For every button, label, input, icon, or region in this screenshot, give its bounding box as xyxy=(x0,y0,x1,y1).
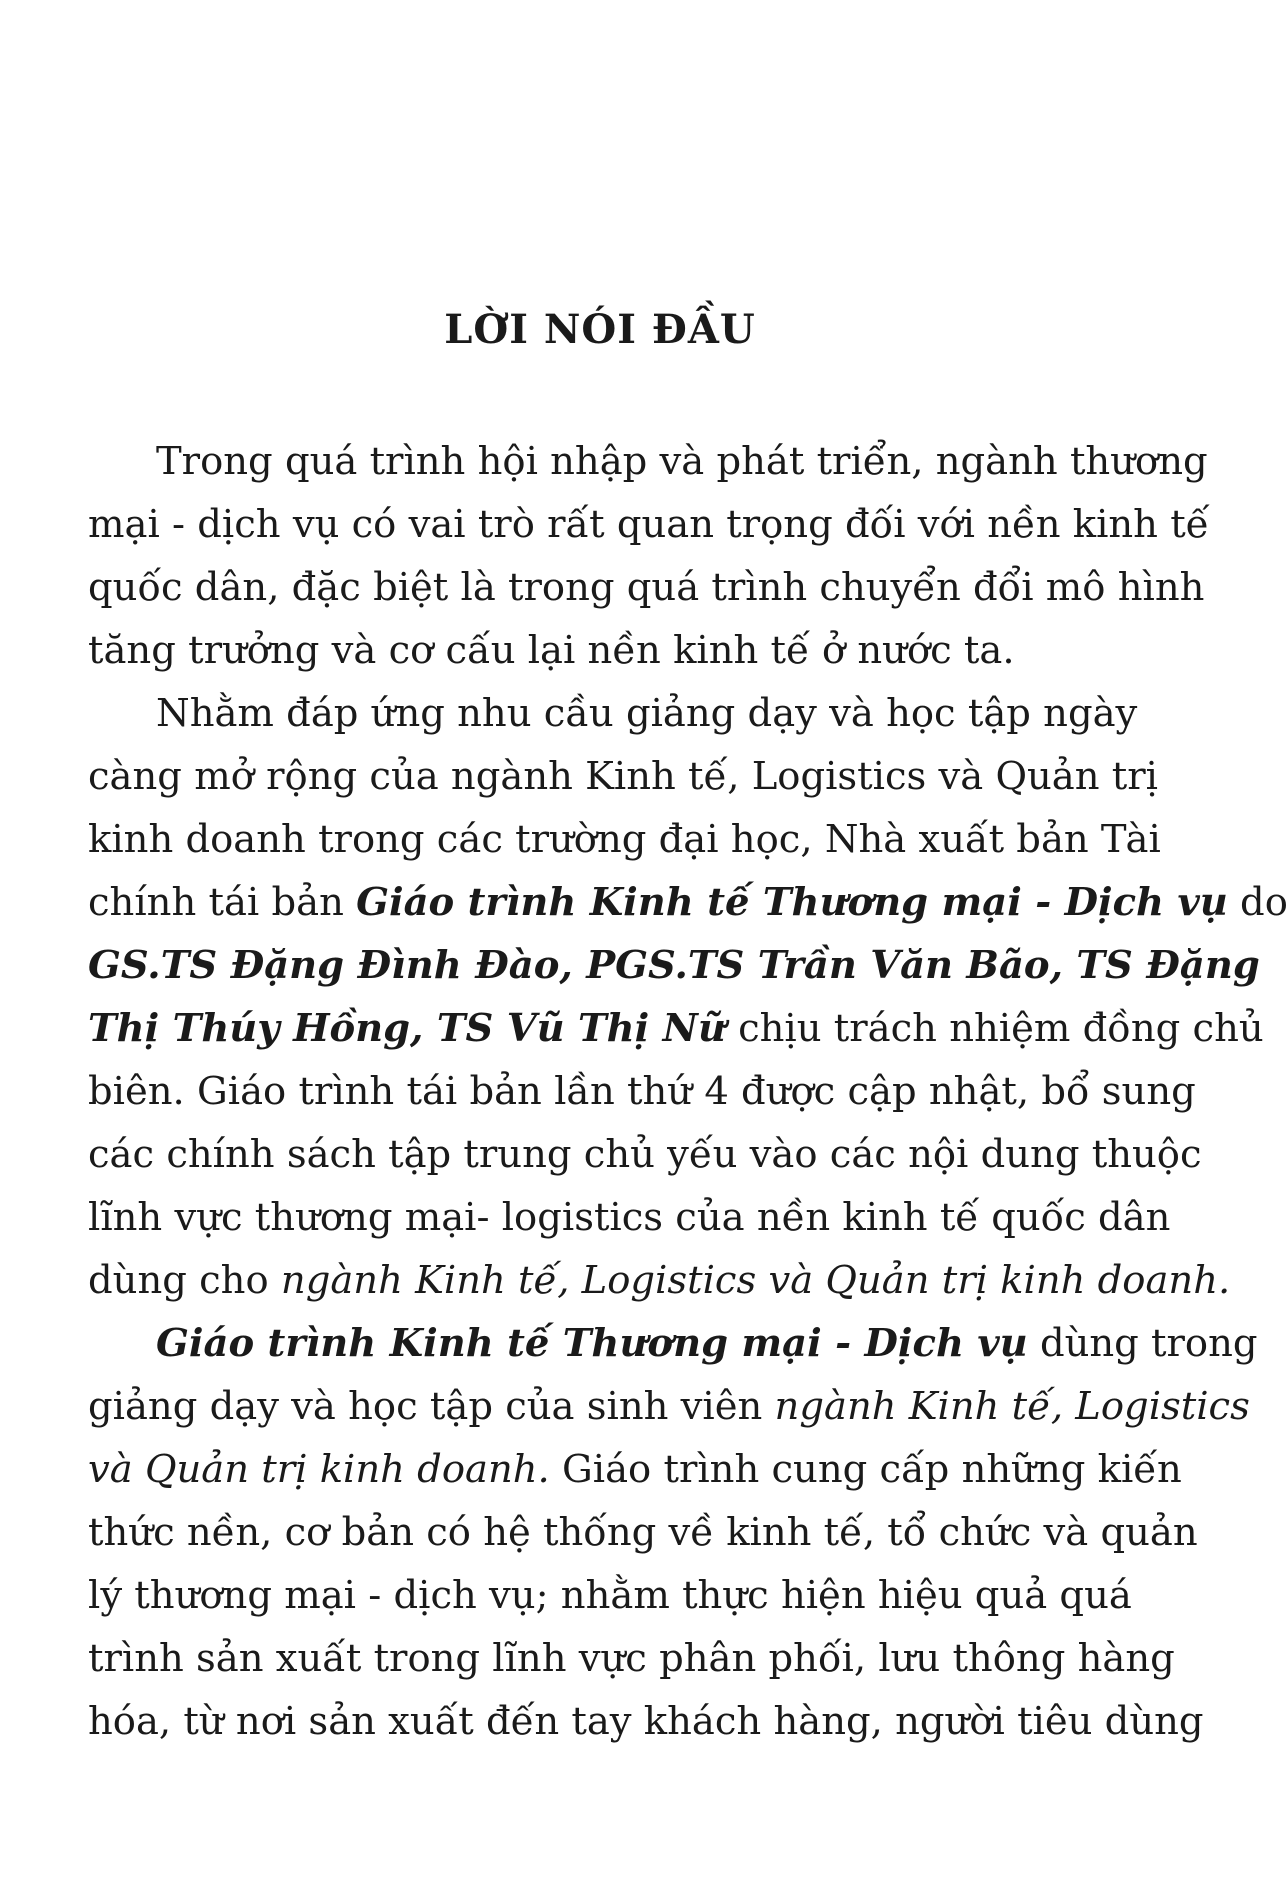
book-title: Giáo trình Kinh tế Thương mại - Dịch vụ xyxy=(156,1321,1028,1366)
text-line: lĩnh vực thương mại- logistics của nền kinh tế quốc dân xyxy=(88,1195,1171,1240)
text-line: giảng dạy và học tập của sinh viên ngành Kinh tế, Logistics xyxy=(88,1384,1250,1429)
text-line: quốc dân, đặc biệt là trong quá trình chuyển đổi mô hình xyxy=(88,565,1205,610)
authors-line: GS.TS Đặng Đình Đào, PGS.TS Trần Văn Bão, TS Đặng xyxy=(88,943,1260,988)
text-line: dùng cho ngành Kinh tế, Logistics và Quản trị kinh doanh. xyxy=(88,1258,1231,1303)
book-title: Giáo trình Kinh tế Thương mại - Dịch vụ xyxy=(356,880,1228,925)
text-line: các chính sách tập trung chủ yếu vào các nội dung thuộc xyxy=(88,1132,1202,1177)
text-line: thức nền, cơ bản có hệ thống về kinh tế, tổ chức và quản xyxy=(88,1510,1198,1555)
text-line: mại - dịch vụ có vai trò rất quan trọng đối với nền kinh tế xyxy=(88,502,1210,547)
text-line: trình sản xuất trong lĩnh vực phân phối, lưu thông hàng xyxy=(88,1636,1175,1681)
text-line: lý thương mại - dịch vụ; nhằm thực hiện hiệu quả quá xyxy=(88,1573,1132,1618)
text-line: Giáo trình Kinh tế Thương mại - Dịch vụ dùng trong xyxy=(156,1321,1258,1366)
major-name: và Quản trị kinh doanh. xyxy=(88,1447,550,1492)
text-line: Trong quá trình hội nhập và phát triển, ngành thương xyxy=(156,439,1208,484)
text-line: biên. Giáo trình tái bản lần thứ 4 được cập nhật, bổ sung xyxy=(88,1069,1196,1114)
page-title: LỜI NÓI ĐẦU xyxy=(444,306,756,353)
text-line: kinh doanh trong các trường đại học, Nhà xuất bản Tài xyxy=(88,817,1161,862)
authors-names: Thị Thúy Hồng, TS Vũ Thị Nữ xyxy=(88,1006,726,1051)
major-name: ngành Kinh tế, Logistics và Quản trị kinh doanh. xyxy=(280,1258,1231,1303)
text-line: chính tái bản Giáo trình Kinh tế Thương mại - Dịch vụ do xyxy=(88,880,1288,925)
text-line: càng mở rộng của ngành Kinh tế, Logistics và Quản trị xyxy=(88,754,1158,799)
text-line: Thị Thúy Hồng, TS Vũ Thị Nữ chịu trách nhiệm đồng chủ xyxy=(88,1006,1264,1051)
text-line: và Quản trị kinh doanh. Giáo trình cung cấp những kiến xyxy=(88,1447,1182,1492)
major-name: ngành Kinh tế, Logistics xyxy=(774,1384,1250,1429)
text-line: Nhằm đáp ứng nhu cầu giảng dạy và học tập ngày xyxy=(156,691,1138,736)
text-line: tăng trưởng và cơ cấu lại nền kinh tế ở nước ta. xyxy=(88,628,1015,673)
body-text xyxy=(88,430,1288,1753)
text-line: hóa, từ nơi sản xuất đến tay khách hàng, người tiêu dùng xyxy=(88,1699,1204,1744)
